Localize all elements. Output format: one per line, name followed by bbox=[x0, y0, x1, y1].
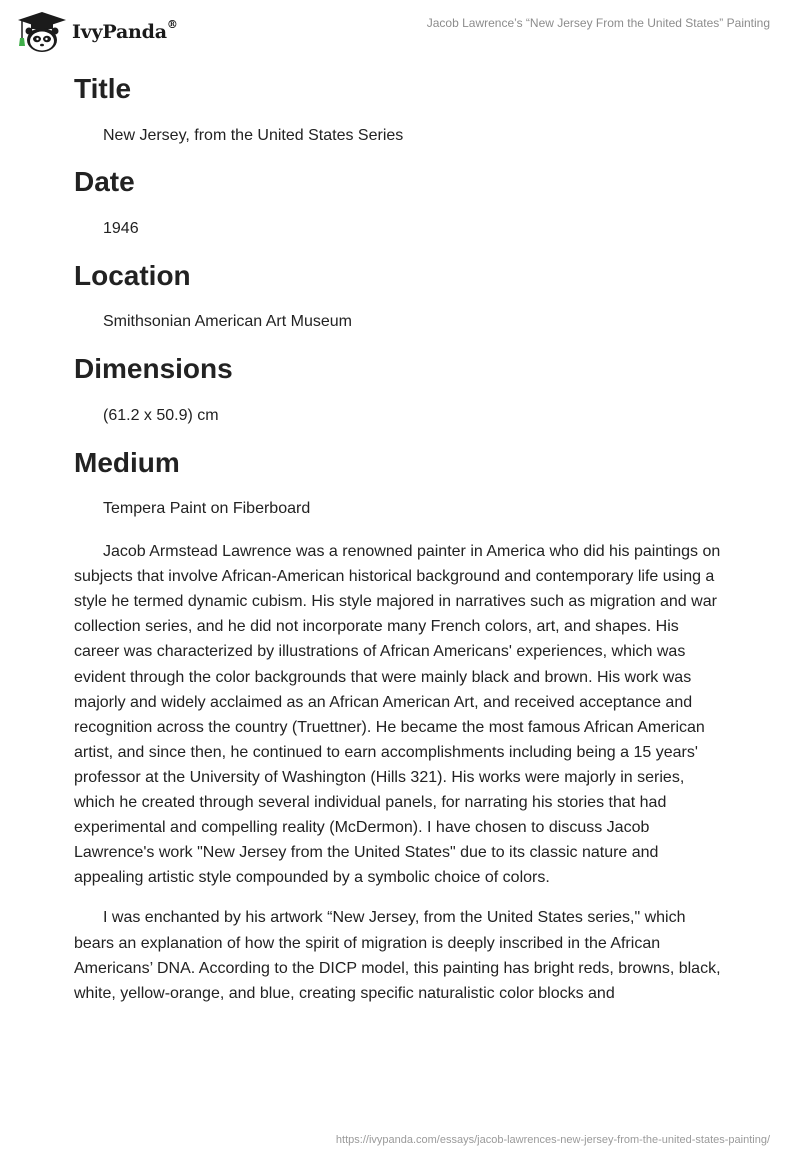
document-content bbox=[74, 72, 724, 1021]
section-location bbox=[74, 259, 724, 335]
source-url[interactable]: https://ivypanda.com/essays/jacob-lawrences-new-jersey-from-the-united-states-painting/ bbox=[335, 1134, 770, 1146]
section-value: Tempera Paint on Fiberboard bbox=[103, 500, 311, 518]
panda-graduate-icon bbox=[14, 10, 70, 54]
page-header bbox=[14, 8, 770, 56]
registered-mark: ® bbox=[166, 18, 178, 31]
section-value: 1946 bbox=[103, 219, 139, 237]
brand-name: IvyPanda® bbox=[72, 18, 178, 43]
section-medium bbox=[74, 446, 724, 522]
section-heading: Location bbox=[74, 259, 191, 291]
section-heading: Date bbox=[74, 166, 135, 198]
body-paragraph: Jacob Armstead Lawrence was a renowned painter in America who did his paintings on subjects that involve African-American historical background and contemporary life using a style he termed dynamic cubism. His style majored in narratives such as migration and war collection series, and he did not incorporate many French colors, art, and shapes. His career was characterized by illustrations of African Americans' experiences, which was evident through the color backgrounds that were mainly black and brown. His work was majorly and widely acclaimed as an African American Art, and received acceptance and recognition across the country (Truettner). He became the most famous African American artist, and since then, he continued to earn accomplishments including being a 15 years' professor at the University of Washington (Hills 321). His works were majorly in series, which he created through several individual panels, for narrating his stories that had experimental and compelling reality (McDermon). I have chosen to discuss Jacob Lawrence's work "New Jersey from the United States" due to its classic nature and appealing artistic style compounded by a symbolic choice of colors. bbox=[74, 542, 721, 887]
section-dimensions bbox=[74, 352, 724, 428]
section-value: New Jersey, from the United States Series bbox=[103, 126, 404, 144]
essay-body bbox=[74, 539, 724, 1006]
section-title bbox=[74, 72, 724, 148]
section-value: Smithsonian American Art Museum bbox=[103, 313, 352, 331]
section-date bbox=[74, 165, 724, 241]
section-heading: Dimensions bbox=[74, 353, 233, 385]
section-heading: Title bbox=[74, 73, 132, 104]
body-paragraph: I was enchanted by his artwork “New Jersey, from the United States series," which bears an explanation of how the spirit of migration is deeply inscribed in the African Americans’ DNA. According to the DICP model, this painting has bright reds, browns, black, white, yellow-orange, and blue, creating specific naturalistic color blocks and bbox=[74, 909, 721, 1002]
section-value: (61.2 x 50.9) cm bbox=[103, 406, 219, 424]
ivypanda-logo[interactable] bbox=[14, 8, 178, 56]
section-heading: Medium bbox=[74, 446, 180, 478]
running-title: Jacob Lawrence’s “New Jersey From the United States” Painting bbox=[426, 16, 770, 30]
